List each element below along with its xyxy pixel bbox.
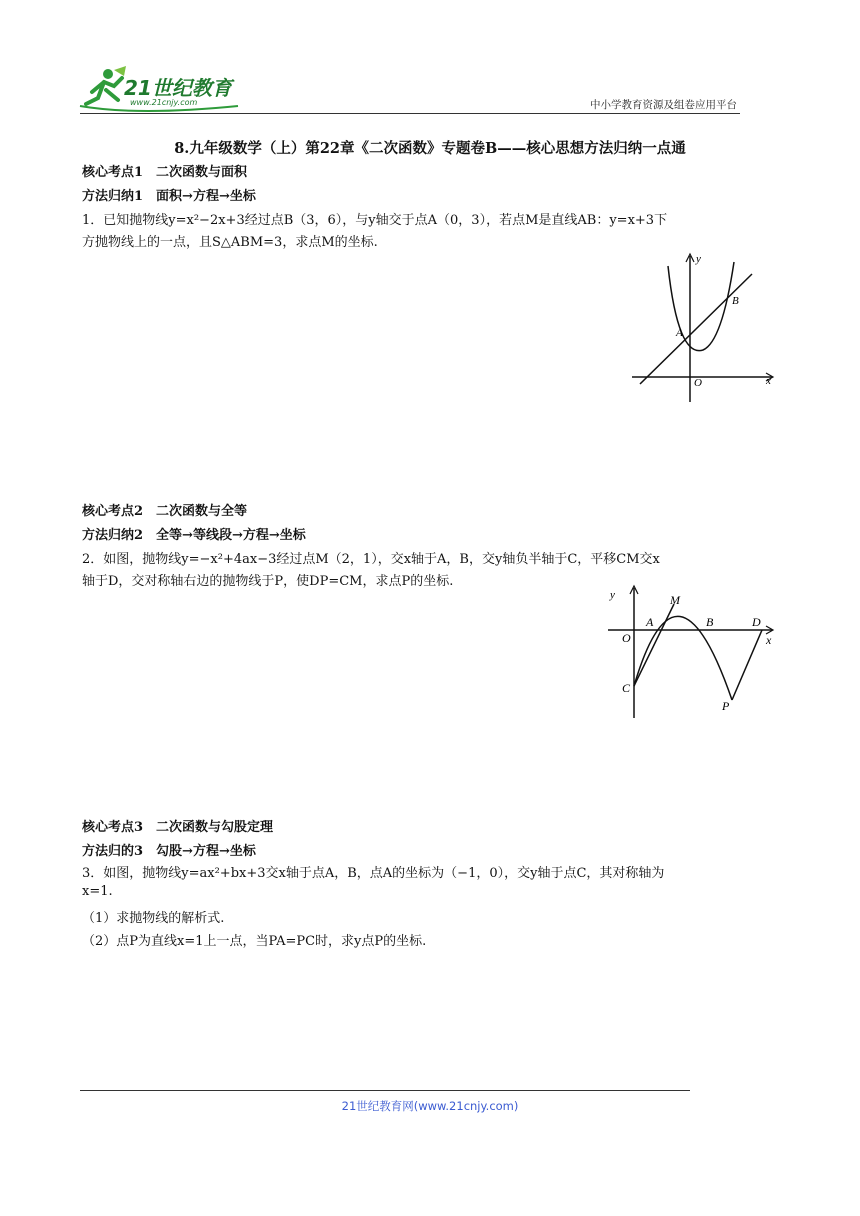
logo-url: www.21cnjy.com bbox=[130, 98, 198, 107]
segment-dp bbox=[732, 630, 762, 700]
fig2-label-d: D bbox=[752, 615, 761, 629]
fig2-label-b: B bbox=[706, 615, 714, 629]
segment-cm bbox=[634, 604, 674, 686]
problem3-line1: 3．如图，抛物线y=ax²+bx+3交x轴于点A，B，点A的坐标为（−1，0），交y轴于点C，其对称轴为 bbox=[82, 866, 665, 881]
problem2-line1: 2．如图，抛物线y=−x²+4ax−3经过点M（2，1），交x轴于A，B，交y轴负半轴于C，平移CM交x bbox=[82, 552, 660, 567]
problem3-part1: （1）求抛物线的解析式. bbox=[82, 911, 225, 926]
fig1-label-a: A bbox=[676, 327, 683, 339]
problem2-line2: 轴于D，交对称轴右边的抛物线于P，使DP=CM，求点P的坐标. bbox=[82, 574, 454, 589]
fig2-label-y: y bbox=[610, 589, 615, 601]
section3-fangfa: 方法归的3 勾股→方程→坐标 bbox=[82, 844, 256, 859]
section1-fangfa: 方法归纳1 面积→方程→坐标 bbox=[82, 189, 256, 204]
page-title: 8.九年级数学（上）第22章《二次函数》专题卷B——核心思想方法归纳一点通 bbox=[174, 140, 686, 157]
problem1-line2: 方抛物线上的一点，且S△ABM=3，求点M的坐标. bbox=[82, 235, 378, 250]
fig2-label-p: P bbox=[722, 699, 730, 713]
fig2-label-x: x bbox=[766, 633, 772, 647]
problem1-line1: 1．已知抛物线y=x²−2x+3经过点B（3，6），与y轴交于点A（0，3），若点M是直线AB：y=x+3下 bbox=[82, 213, 668, 228]
line-ab bbox=[640, 274, 752, 384]
fig2-label-c: C bbox=[622, 681, 631, 695]
header-divider bbox=[80, 113, 740, 114]
figure-2 bbox=[602, 582, 778, 722]
fig2-label-o: O bbox=[622, 631, 631, 645]
section2-fangfa: 方法归纳2 全等→等线段→方程→坐标 bbox=[82, 528, 306, 543]
section1-kaodian: 核心考点1 二次函数与面积 bbox=[82, 165, 248, 180]
fig1-label-y: y bbox=[696, 253, 701, 265]
fig2-label-a: A bbox=[646, 615, 654, 629]
footer-link[interactable]: 21世纪教育网(www.21cnjy.com) bbox=[341, 1099, 519, 1113]
platform-label: 中小学教育资源及组卷应用平台 bbox=[590, 99, 737, 111]
section3-kaodian: 核心考点3 二次函数与勾股定理 bbox=[82, 820, 274, 835]
fig1-label-b: B bbox=[732, 295, 739, 307]
figure-1 bbox=[626, 250, 782, 408]
footer-divider bbox=[80, 1090, 690, 1091]
logo-text: 21世纪教育 bbox=[124, 76, 232, 100]
section2-kaodian: 核心考点2 二次函数与全等 bbox=[82, 504, 248, 519]
fig2-label-m: M bbox=[670, 593, 680, 607]
fig1-label-x: x bbox=[766, 375, 771, 387]
problem3-part2: （2）点P为直线x=1上一点，当PA=PC时，求y点P的坐标. bbox=[82, 934, 427, 949]
problem3-line2: x=1. bbox=[82, 884, 113, 899]
fig1-label-o: O bbox=[694, 377, 702, 389]
